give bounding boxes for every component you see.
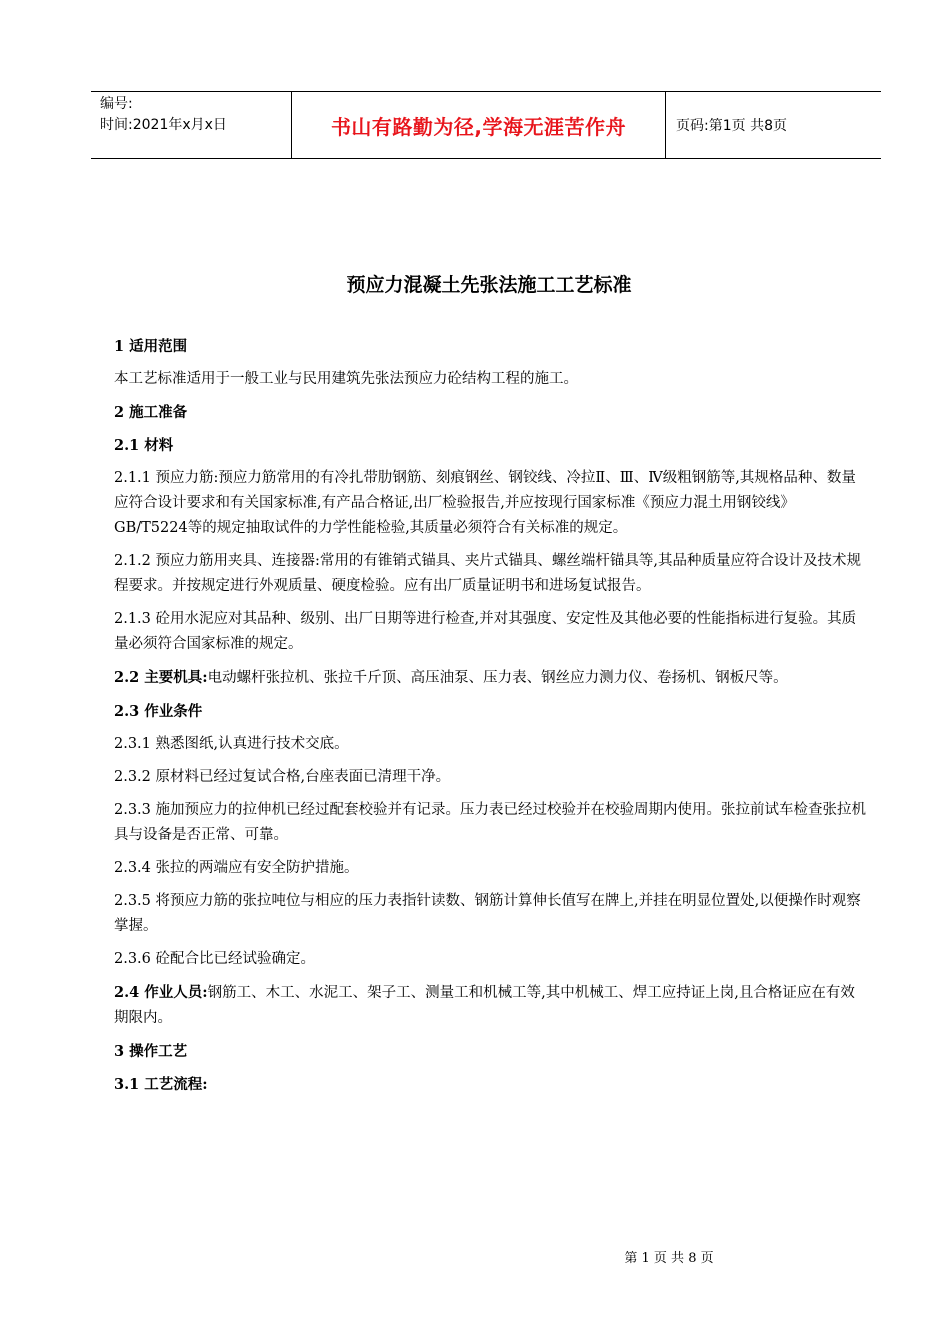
paragraph: 2.1.1 预应力筋:预应力筋常用的有冷扎带肋钢筋、刻痕钢丝、钢铰线、冷拉Ⅱ、Ⅲ、Ⅳ级粗钢筋等,其规格品种、数量应符合设计要求和有关国家标准,有产品合格证,出厂检验报告,并应按现行国家标准《预应力混土用钢铰线》GB/T5224等的规定抽取试件的力学性能检验,其质量必须符合有关标准的规定。: [114, 470, 856, 536]
subsection-heading: 2.3 作业条件: [114, 703, 203, 720]
page-footer: 第 1 页 共 8 页: [624, 1251, 714, 1266]
section-heading: 3 操作工艺: [114, 1043, 188, 1060]
paragraph: 2.3.2 原材料已经过复试合格,台座表面已清理干净。: [114, 769, 451, 785]
header-page-info: 页码:第1页 共8页: [676, 118, 787, 134]
paragraph: 2.3.3 施加预应力的拉伸机已经过配套校验并有记录。压力表已经过校验并在校验周期内使用。张拉前试车检查张拉机具与设备是否正常、可靠。: [114, 802, 866, 843]
subsection-label: 2.2 主要机具:: [114, 669, 208, 686]
document-header: [91, 91, 881, 159]
document-title: 预应力混凝土先张法施工工艺标准: [346, 274, 632, 296]
subsection-heading: 2.1 材料: [114, 437, 174, 454]
document-number-label: 编号:: [100, 96, 133, 112]
section-heading: 1 适用范围: [114, 338, 188, 355]
subsection-heading: 3.1 工艺流程:: [114, 1076, 208, 1093]
paragraph: 2.3.4 张拉的两端应有安全防护措施。: [114, 860, 359, 876]
paragraph: [114, 980, 866, 1031]
paragraph: 2.1.2 预应力筋用夹具、连接器:常用的有锥销式锚具、夹片式锚具、螺丝端杆锚具等,其品种质量应符合设计及技术规程要求。并按规定进行外观质量、硬度检验。应有出厂质量证明书和进场复试报告。: [114, 553, 861, 594]
paragraph: 2.3.5 将预应力筋的张拉吨位与相应的压力表指针读数、钢筋计算伸长值写在牌上,并挂在明显位置处,以便操作时观察掌握。: [114, 893, 861, 934]
paragraph: 本工艺标准适用于一般工业与民用建筑先张法预应力砼结构工程的施工。: [114, 371, 578, 387]
document-time-label: 时间:2021年x月x日: [100, 117, 227, 133]
paragraph-text: 钢筋工、木工、水泥工、架子工、测量工和机械工等,其中机械工、焊工应持证上岗,且合格证应在有效期限内。: [114, 985, 855, 1026]
paragraph: 2.3.1 熟悉图纸,认真进行技术交底。: [114, 736, 349, 752]
header-motto: 书山有路勤为径,学海无涯苦作舟: [292, 92, 666, 158]
document-body: [114, 334, 866, 1105]
paragraph-text: 电动螺杆张拉机、张拉千斤顶、高压油泵、压力表、钢丝应力测力仪、卷扬机、钢板尺等。: [207, 670, 788, 686]
paragraph: 2.1.3 砼用水泥应对其品种、级别、出厂日期等进行检查,并对其强度、安定性及其他必要的性能指标进行复验。其质量必须符合国家标准的规定。: [114, 611, 857, 652]
subsection-label: 2.4 作业人员:: [114, 984, 208, 1001]
header-meta: [91, 92, 292, 158]
paragraph: 2.3.6 砼配合比已经试验确定。: [114, 951, 316, 967]
paragraph: [114, 665, 866, 691]
section-heading: 2 施工准备: [114, 404, 188, 421]
